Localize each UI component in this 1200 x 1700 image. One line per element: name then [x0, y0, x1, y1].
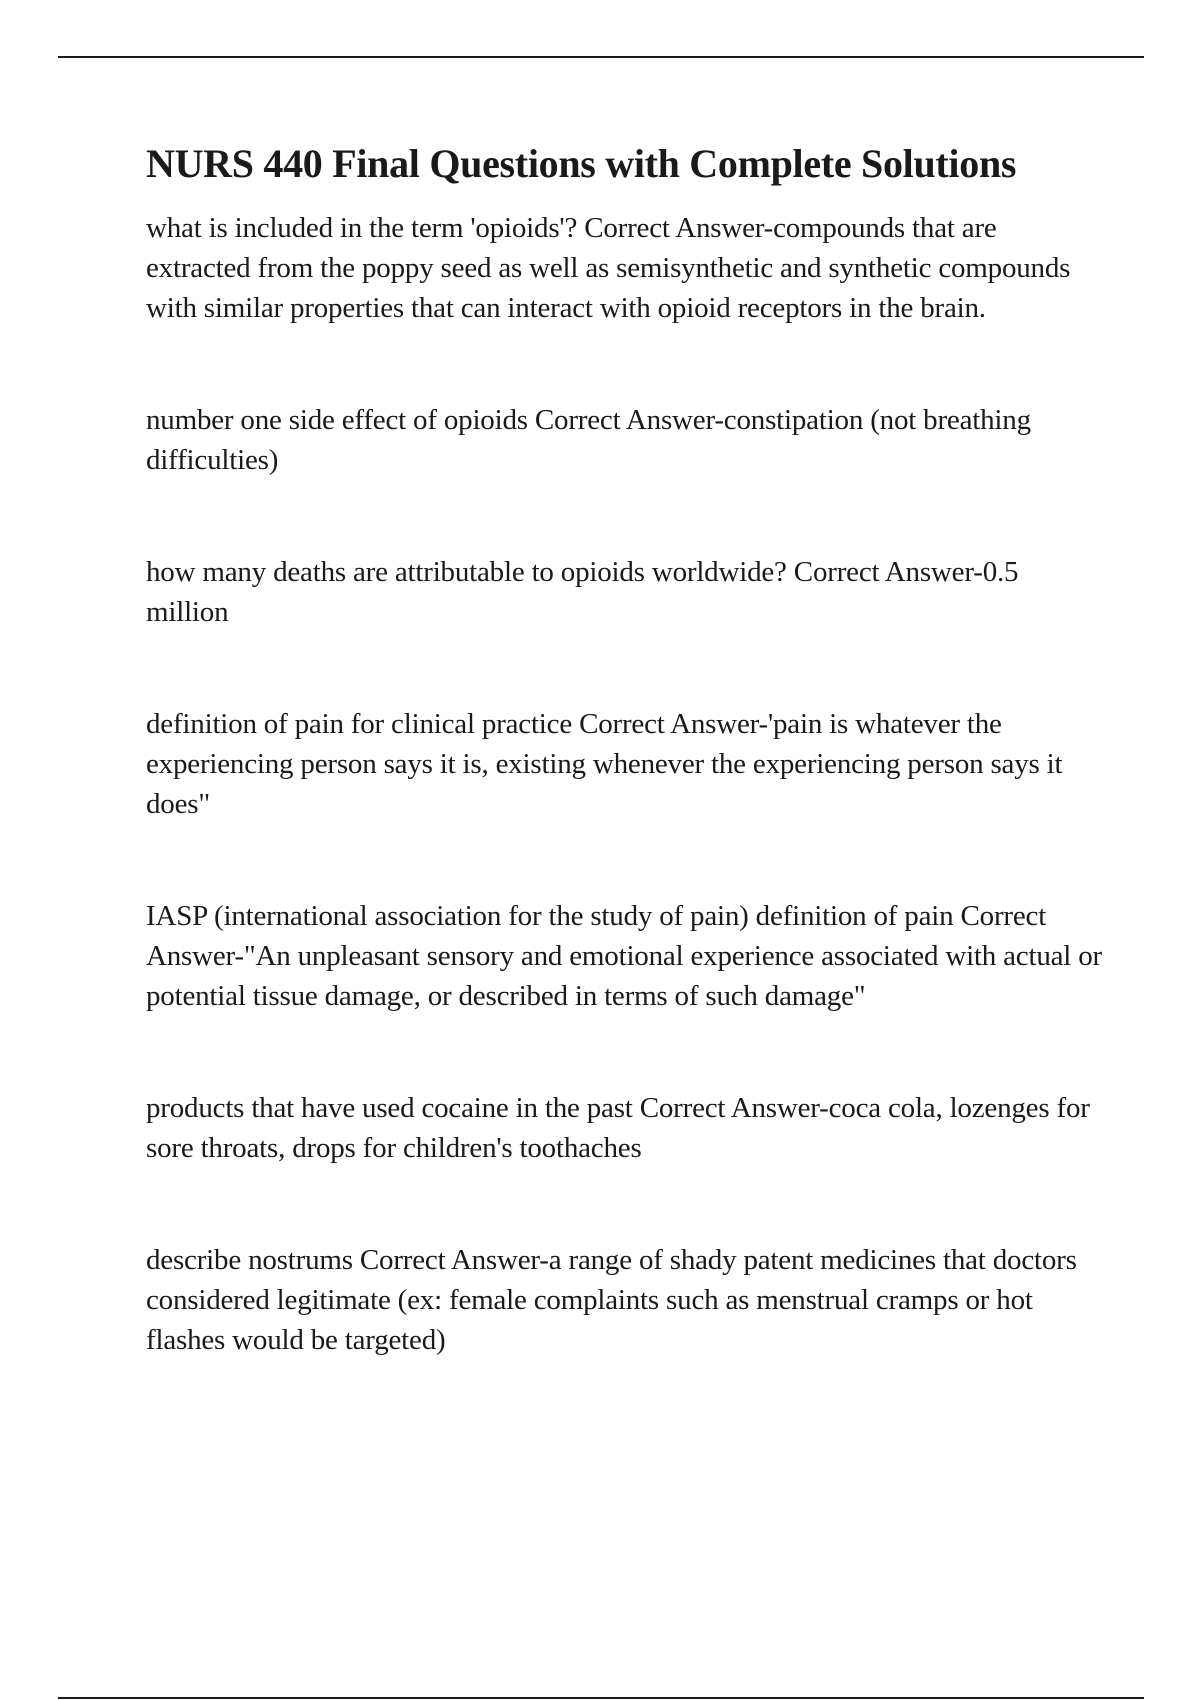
answer-text: 0.5 million — [146, 556, 1019, 628]
document-title: NURS 440 Final Questions with Complete Solutions — [146, 141, 1017, 186]
answer-label: Correct Answer- — [584, 212, 774, 244]
qa-item-2 — [146, 400, 1106, 480]
answer-label: Correct Answer- — [359, 1244, 549, 1276]
document-body — [146, 140, 1106, 1360]
question-text: IASP (international association for the study of pain) definition of pain — [146, 900, 954, 932]
answer-label: Correct Answer- — [534, 404, 724, 436]
answer-text: a range of shady patent medicines that doctors considered legitimate (ex: female complaints such as menstrual cramps or hot flashes would be targeted) — [146, 1244, 1077, 1356]
question-text: number one side effect of opioids — [146, 404, 528, 436]
answer-label: Correct Answer- — [146, 900, 1047, 972]
question-text: definition of pain for clinical practice — [146, 708, 573, 740]
qa-item-4 — [146, 704, 1106, 824]
answer-label: Correct Answer- — [639, 1092, 829, 1124]
qa-item-6 — [146, 1088, 1106, 1168]
qa-item-7 — [146, 1240, 1106, 1360]
question-text: describe nostrums — [146, 1244, 353, 1276]
qa-item-1 — [146, 208, 1106, 328]
answer-label: Correct Answer- — [793, 556, 983, 588]
qa-item-3 — [146, 552, 1106, 632]
bottom-divider — [58, 1697, 1144, 1699]
qa-item-5 — [146, 896, 1106, 1016]
answer-text: "An unpleasant sensory and emotional experience associated with actual or potential tissue damage, or described in terms of such damage" — [146, 940, 1102, 1012]
answer-text: 'pain is whatever the experiencing person says it is, existing whenever the experiencing person says it does" — [146, 708, 1063, 820]
answer-label: Correct Answer- — [579, 708, 768, 740]
question-text: products that have used cocaine in the past — [146, 1092, 633, 1124]
answer-text: coca cola, lozenges for sore throats, drops for children's toothaches — [146, 1092, 1090, 1164]
answer-text: compounds that are extracted from the poppy seed as well as semisynthetic and synthetic compounds with similar properties that can interact with opioid receptors in the brain. — [146, 212, 1071, 324]
top-divider — [58, 56, 1144, 58]
answer-text: constipation (not breathing difficulties) — [146, 404, 1031, 476]
question-text: how many deaths are attributable to opioids worldwide? — [146, 556, 787, 588]
question-text: what is included in the term 'opioids'? — [146, 212, 578, 244]
